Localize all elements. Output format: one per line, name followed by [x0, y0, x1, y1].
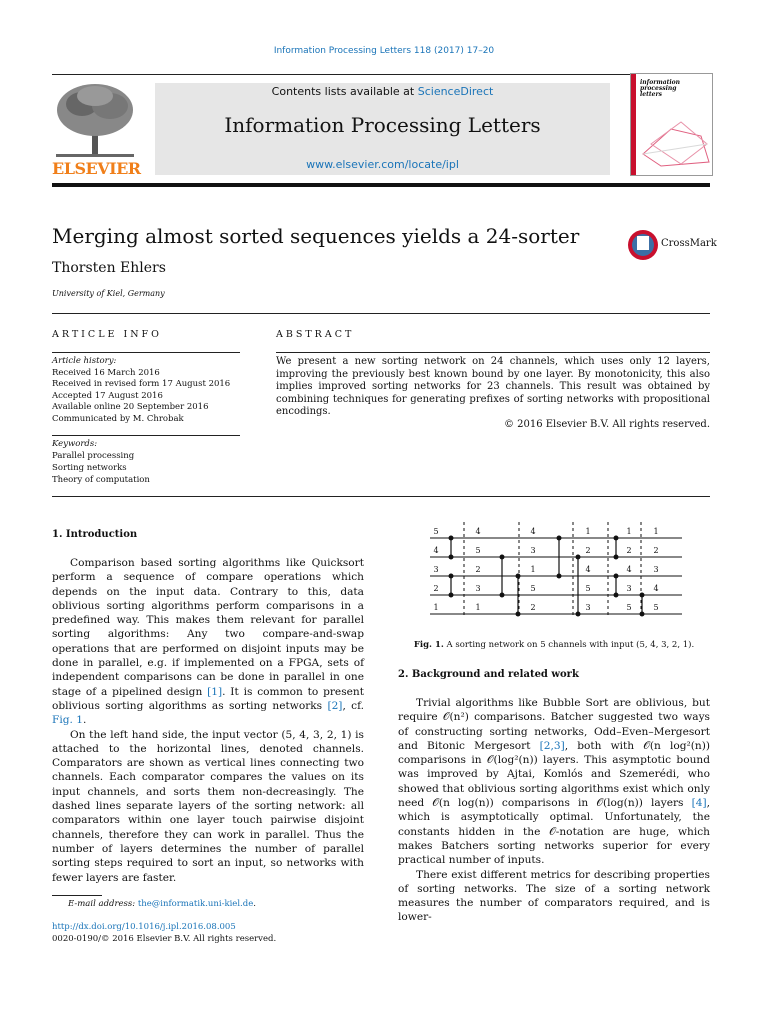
comparator-dot [576, 555, 581, 560]
caption-label: Fig. 1. [413, 640, 444, 650]
comparator-dot [640, 593, 645, 598]
comparator-dot [449, 593, 454, 598]
article-history [52, 356, 230, 425]
comparator-dot [614, 536, 619, 541]
channel-value-label: 3 [626, 584, 632, 593]
channel-value-label: 3 [653, 565, 659, 574]
journal-title: Information Processing Letters [224, 113, 541, 137]
history-item: Accepted 17 August 2016 [52, 390, 163, 401]
abstract-rule [276, 352, 710, 353]
footnote-rule [52, 895, 102, 896]
section-heading-introduction: 1. Introduction [52, 529, 138, 540]
comparator-dot [557, 536, 562, 541]
header-thick-rule [52, 183, 710, 187]
background-text-segment: , which is asymptotically optimal. Unfortunately, the constants hidden in the 𝒪-notation are huge, which makes Batchers sorting networks superior for every practical number of inputs. [398, 797, 710, 867]
comparator-dot [500, 593, 505, 598]
channel-value-label: 4 [530, 527, 536, 536]
background-paragraph-1 [398, 696, 710, 868]
history-item: Received in revised form 17 August 2016 [52, 379, 231, 389]
comparator-dot [500, 555, 505, 560]
history-item: Available online 20 September 2016 [52, 402, 209, 412]
author-name: Thorsten Ehlers [52, 260, 166, 276]
channel-value-label: 2 [530, 603, 536, 612]
article-info-heading: ARTICLE INFO [52, 329, 162, 340]
abstract-heading: ABSTRACT [276, 329, 355, 340]
background-text-segment: Trivial algorithms like Bubble Sort are oblivious, but require 𝒪(n²) comparisons. Batcher suggested two ways of constructing sorting networks, Odd–Even–Mergesort and Bitonic Mergesort [398, 697, 710, 752]
comparator-dot [557, 574, 562, 579]
header-rule [52, 74, 710, 75]
channel-value-label: 5 [530, 584, 536, 593]
article-info-rule [52, 352, 240, 353]
keywords-label: Keywords: [52, 439, 98, 449]
channel-value-label: 3 [530, 546, 536, 555]
intro-text-segment: Comparison based sorting algorithms like Quicksort perform a sequence of compare operations which depends on the input data. Contrary to this, data oblivious sorting algorithms perform comparisons in a predefined way. This makes them relevant for parallel sorting algorithms: Any two compare-and-swap operations that are performed on disjoint inputs may be done in parallel, e.g. if implemented on a FPGA, sets of independent comparisons can be done in parallel in one stage of a pipelined design [52, 557, 364, 698]
journal-reference[interactable]: Information Processing Letters 118 (2017) 17–20 [273, 46, 495, 56]
keywords-rule [52, 435, 240, 436]
abstract-copyright: © 2016 Elsevier B.V. All rights reserved. [503, 418, 710, 430]
intro-text-segment: . It is common to present oblivious sorting algorithms as sorting networks [52, 685, 364, 712]
channel-value-label: 1 [585, 527, 591, 536]
keyword-item: Sorting networks [52, 463, 127, 473]
channel-value-label: 5 [475, 546, 481, 555]
channel-value-label: 2 [433, 584, 439, 593]
channel-value-label: 2 [626, 546, 632, 555]
title-rule [52, 313, 710, 314]
channel-value-label: 4 [475, 527, 481, 536]
comparator-dot [449, 574, 454, 579]
keywords [52, 438, 150, 486]
channel-value-label: 5 [626, 603, 632, 612]
comparator-dot [614, 574, 619, 579]
background-text-segment: , both with 𝒪(n log²(n)) comparisons in 𝒪(log²(n)) layers. This asymptotic bound was improved by Ajtai, Komlós and Szemerédi, who showed that oblivious sorting algorithms exist which only need 𝒪(n log(n)) comparisons in 𝒪(log(n)) layers [398, 739, 711, 810]
history-label: Article history: [52, 356, 117, 366]
comparator-dot [449, 555, 454, 560]
channel-value-label: 1 [653, 527, 659, 536]
channel-value-label: 2 [475, 565, 481, 574]
sorting-network-diagram [420, 520, 690, 620]
figure-1 [420, 520, 690, 620]
intro-text-segment: . [83, 714, 87, 727]
channel-value-label: 4 [626, 565, 632, 574]
comparator-dot [614, 593, 619, 598]
crossmark-badge[interactable] [628, 230, 717, 260]
channel-value-label: 1 [475, 603, 481, 612]
channel-value-label: 3 [585, 603, 591, 612]
elsevier-logo[interactable] [52, 82, 141, 178]
citation-link[interactable]: [1] [207, 685, 223, 698]
background-paragraph-2: There exist different metrics for describing properties of sorting networks. The size of a sorting network measures the number of comparators required, and is lower- [398, 868, 710, 924]
figure-link[interactable]: Fig. 1 [52, 714, 83, 727]
comparator-dot [614, 555, 619, 560]
intro-paragraph-2: On the left hand side, the input vector (5, 4, 3, 2, 1) is attached to the horizontal lines, denoted channels. Comparators are shown as vertical lines connecting two channels. Each comparator compares the values on its input channels, and sorts them non-decreasingly. The dashed lines separate layers of the sorting network: all comparators within one layer touch pairwise disjoint channels, therefore they can work in parallel. Thus the number of layers determines the number of parallel sorting steps required to sort an input, so networks with fewer layers are faster. [52, 728, 364, 884]
paper-title: Merging almost sorted sequences yields a 24-sorter [52, 224, 580, 248]
contents-line [155, 85, 610, 98]
doi-link[interactable]: http://dx.doi.org/10.1016/j.ipl.2016.08.005 [52, 922, 236, 932]
keyword-item: Parallel processing [52, 451, 135, 461]
email-label: E-mail address: [68, 899, 138, 909]
history-item: Received 16 March 2016 [52, 367, 160, 378]
introduction-text [52, 556, 364, 885]
email-link[interactable]: the@informatik.uni-kiel.de [137, 899, 254, 909]
intro-text-segment: , cf. [342, 699, 364, 712]
intro-paragraph-1 [52, 556, 364, 728]
comparator-dot [516, 574, 521, 579]
sciencedirect-link[interactable]: ScienceDirect [417, 85, 494, 98]
channel-value-label: 2 [653, 546, 659, 555]
comparator-dot [576, 612, 581, 617]
abstract-text: We present a new sorting network on 24 channels, which uses only 12 layers, improving the previously best known bound by one layer. By monotonicity, this also implies improved sorting networks for 23 channels. This result was obtained by combining techniques for generating prefixes of sorting networks with propositional encodings. [276, 356, 710, 418]
email-footnote [68, 899, 256, 909]
keyword-item: Theory of computation [52, 475, 150, 485]
channel-value-label: 4 [585, 565, 591, 574]
history-item: Communicated by M. Chrobak [52, 413, 184, 424]
cover-title: information processing letters [640, 79, 681, 98]
channel-value-label: 5 [433, 527, 439, 536]
crossmark-bookmark-icon [637, 236, 649, 250]
channel-value-label: 4 [653, 584, 659, 593]
issn-copyright: 0020-0190/© 2016 Elsevier B.V. All rights reserved. [52, 934, 277, 944]
abstract-bottom-rule [52, 496, 710, 497]
journal-url[interactable]: www.elsevier.com/locate/ipl [306, 158, 459, 171]
channel-value-label: 1 [433, 603, 439, 612]
channel-value-label: 4 [433, 546, 439, 555]
section-heading-background: 2. Background and related work [398, 669, 579, 680]
citation-link[interactable]: [4] [691, 797, 707, 810]
email-end: . [253, 899, 256, 909]
publisher-name: ELSEVIER [52, 159, 141, 178]
author-affiliation: University of Kiel, Germany [52, 289, 165, 298]
comparator-dot [640, 612, 645, 617]
abstract-body [276, 356, 710, 432]
channel-value-label: 3 [475, 584, 481, 593]
channel-value-label: 1 [530, 565, 536, 574]
cover-graphic-icon [631, 74, 712, 175]
citation-link[interactable]: [2,3] [539, 739, 565, 752]
contents-prefix: Contents lists available at [271, 85, 418, 98]
citation-link[interactable]: [2] [327, 699, 343, 712]
channel-value-label: 2 [585, 546, 591, 555]
caption-text: A sorting network on 5 channels with input (5, 4, 3, 2, 1). [443, 640, 695, 650]
comparator-dot [449, 536, 454, 541]
channel-value-label: 5 [585, 584, 591, 593]
journal-cover[interactable] [630, 73, 713, 176]
comparator-dot [516, 612, 521, 617]
figure-caption [398, 640, 710, 650]
background-text [398, 696, 710, 925]
channel-value-label: 3 [433, 565, 439, 574]
elsevier-tree-icon [52, 82, 138, 160]
channel-value-label: 1 [626, 527, 632, 536]
crossmark-label: CrossMark [661, 238, 717, 249]
channel-value-label: 5 [653, 603, 659, 612]
journal-banner [155, 83, 610, 175]
